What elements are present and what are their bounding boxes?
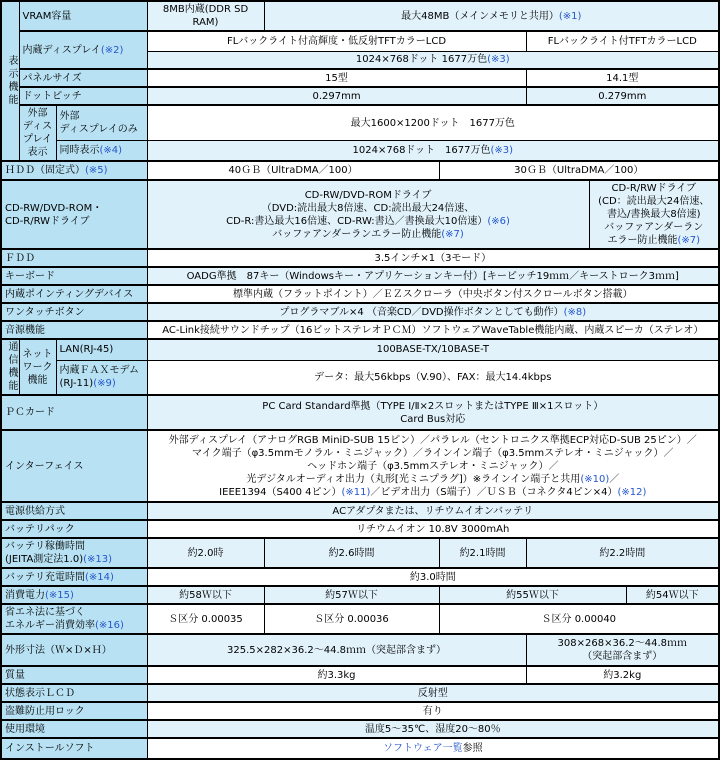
- footnote-ref-16[interactable]: (※16): [95, 620, 124, 631]
- row-keyboard: [1, 267, 719, 285]
- footnote-ref-10[interactable]: (※10): [580, 473, 610, 485]
- row-label-hdd: ＨＤＤ（固定式）(※5): [1, 161, 147, 180]
- group-network: ネットワーク機能: [19, 339, 56, 395]
- footnote-ref-8[interactable]: (※8): [563, 306, 587, 318]
- row-label-power-supply: 電源供給方式: [1, 502, 147, 520]
- row-label-status-lcd: 状態表示ＬＣＤ: [1, 684, 147, 702]
- row-label-simultaneous: 同時表示(※4): [56, 141, 147, 161]
- dimensions-left-value: 325.5×282×36.2～44.8ｍｍ（突起部含まず）: [147, 634, 526, 666]
- keyboard-value: OADG準拠 87キー（Windowsキー・アプリケーションキー付）[キーピッチ19ｍｍ／キーストローク3ｍｍ]: [147, 267, 719, 285]
- row-label-power-consumption: 消費電力(※15): [1, 586, 147, 604]
- row-fdd: [1, 249, 719, 267]
- row-label-external-only: 外部 ディスプレイのみ: [56, 105, 147, 141]
- runtime-value-1: 約2.0時: [147, 538, 264, 568]
- installed-software-value: ソフトウェア一覧参照: [147, 738, 719, 759]
- row-label-audio: 音源機能: [1, 321, 147, 339]
- lan-value: 100BASE-TX/10BASE-T: [147, 339, 719, 360]
- footnote-ref-14[interactable]: (※14): [85, 571, 114, 583]
- weight-left-value: 約3.3kg: [147, 666, 526, 684]
- hdd-right-value: 30ＧＢ（UltraDMA／100）: [439, 161, 719, 180]
- row-dot-pitch: [1, 87, 719, 105]
- row-label-dimensions: 外形寸法（Ｗ×Ｄ×Ｈ）: [1, 634, 147, 666]
- row-pointing-device: [1, 285, 719, 303]
- display-lcd-right: FLバックライト付TFTカラーLCD: [526, 31, 719, 51]
- row-onetouch-buttons: [1, 303, 719, 321]
- audio-value: AC-Link接続サウンドチップ（16ビットステレオＰＣＭ）ソフトウェアWaveTable機能内蔵、内蔵スピーカ（ステレオ）: [147, 321, 719, 339]
- footnote-ref-15[interactable]: (※15): [45, 589, 74, 601]
- optical-drive-alt: CD-R/RWドライブ (CD：読出最大24倍速、 書込/書換最大8倍速) バッファアンダーラン エラー防止機能(※7): [589, 180, 719, 249]
- simultaneous-value: 1024×768ドット 1677万色(※3): [147, 141, 719, 161]
- footnote-ref-1[interactable]: (※1): [558, 10, 582, 22]
- row-security-lock: [1, 702, 719, 720]
- footnote-ref-13[interactable]: (※13): [83, 554, 113, 565]
- row-label-security-lock: 盗難防止用ロック: [1, 702, 147, 720]
- modem-value: データ：最大56kbps（V.90）、FAX：最大14.4kbps: [147, 360, 719, 395]
- consumption-value-4: 約54Ｗ以下: [626, 586, 719, 604]
- footnote-ref-7[interactable]: (※7): [441, 228, 464, 240]
- row-label-installed-software: インストールソフト: [1, 738, 147, 759]
- row-label-lan: LAN(RJ-45): [56, 339, 147, 360]
- row-label-keyboard: キーボード: [1, 267, 147, 285]
- weight-right-value: 約3.2kg: [526, 666, 719, 684]
- row-modem: [1, 360, 719, 395]
- row-label-modem: 内蔵ＦＡＸモデム (RJ-11)(※9): [56, 360, 147, 395]
- row-external-display-only: [1, 105, 719, 141]
- group-display-functions: [1, 1, 19, 161]
- vram-internal-value: 8MB内蔵(DDR SD RAM): [147, 1, 264, 31]
- row-dimensions: [1, 634, 719, 666]
- row-energy-efficiency: [1, 604, 719, 634]
- battery-charge-value: 約3.0時間: [147, 568, 719, 586]
- row-vram: [1, 1, 719, 31]
- runtime-value-2: 約2.6時間: [264, 538, 439, 568]
- pc-card-value: PC Card Standard準拠（TYPE Ⅰ/Ⅱ×2スロットまたはTYPE Ⅲ×1スロット） Card Bus対応: [147, 395, 719, 430]
- row-power-supply: [1, 502, 719, 520]
- power-supply-value: ACアダプタまたは、リチウムイオンバッテリ: [147, 502, 719, 520]
- pointing-device-value: 標準内蔵（フラットポイント）／ＥＺスクローラ（中央ボタン付スクロールボタン搭載）: [147, 285, 719, 303]
- row-installed-software: [1, 738, 719, 759]
- footnote-ref-12[interactable]: (※12): [617, 486, 647, 498]
- consumption-value-3: 約55Ｗ以下: [439, 586, 626, 604]
- energy-value-3: Ｓ区分 0.00040: [439, 604, 719, 634]
- row-label-vram: VRAM容量: [19, 1, 147, 31]
- vram-max-value: 最大48MB（メインメモリと共用）(※1): [264, 1, 719, 31]
- security-lock-value: 有り: [147, 702, 719, 720]
- footnote-ref-3b[interactable]: (※3): [490, 145, 514, 157]
- row-label-battery-charge: バッテリ充電時間(※14): [1, 568, 147, 586]
- optical-drive-main: CD-RW/DVD-ROMドライブ （DVD:読出最大8倍速、CD:読出最大24倍速、 CD-R:書込最大16倍速、CD-RW:書込／書換最大10倍速）(※6) バッファアンダーランエラー防止機能(※7): [147, 180, 589, 249]
- row-battery-runtime: [1, 538, 719, 568]
- row-label-dot-pitch: ドットピッチ: [19, 87, 147, 105]
- footnote-ref-6[interactable]: (※6): [487, 215, 510, 227]
- panel-size-left: 15型: [147, 69, 526, 87]
- consumption-value-2: 約57Ｗ以下: [264, 586, 439, 604]
- row-label-battery-runtime: バッテリ稼働時間 (JEITA測定法1.0)(※13): [1, 538, 147, 568]
- dimensions-right-value: 308×268×36.2～44.8ｍｍ （突起部含まず）: [526, 634, 719, 666]
- row-simultaneous-display: [1, 141, 719, 161]
- footnote-ref-3[interactable]: (※3): [487, 54, 510, 66]
- group-display-label: 表示機能: [6, 55, 17, 107]
- runtime-value-4: 約2.2時間: [526, 538, 719, 568]
- onetouch-value: プログラマブル×4 （音楽CD／DVD操作ボタンとしても動作）(※8): [147, 303, 719, 321]
- footnote-ref-5[interactable]: (※5): [85, 165, 108, 176]
- row-label-interface: インターフェイス: [1, 430, 147, 502]
- row-weight: [1, 666, 719, 684]
- footnote-ref-7b[interactable]: (※7): [677, 235, 701, 246]
- row-battery-charge-time: [1, 568, 719, 586]
- software-list-link[interactable]: ソフトウェア一覧: [382, 743, 463, 754]
- row-label-environment: 使用環境: [1, 720, 147, 738]
- consumption-value-1: 約58Ｗ以下: [147, 586, 264, 604]
- group-communication: [1, 339, 19, 395]
- display-lcd-left: FLバックライト付高輝度・低反射TFTカラーLCD: [147, 31, 526, 51]
- hdd-left-value: 40ＧＢ（UltraDMA／100）: [147, 161, 439, 180]
- row-interface: [1, 430, 719, 502]
- row-lan: [1, 339, 719, 360]
- footnote-ref-2[interactable]: (※2): [100, 44, 124, 56]
- row-label-fdd: ＦＤＤ: [1, 249, 147, 267]
- row-label-pointing-device: 内蔵ポインティングデバイス: [1, 285, 147, 303]
- row-optical-drive: [1, 180, 719, 249]
- external-only-value: 最大1600×1200ドット 1677万色: [147, 105, 719, 141]
- row-label-weight: 質量: [1, 666, 147, 684]
- row-label-energy-efficiency: 省エネ法に基づく エネルギー消費効率(※16): [1, 604, 147, 634]
- row-battery-pack: [1, 520, 719, 538]
- row-label-internal-display: 内蔵ディスプレイ(※2): [19, 31, 147, 69]
- panel-size-right: 14.1型: [526, 69, 719, 87]
- row-operating-environment: [1, 720, 719, 738]
- row-status-lcd: [1, 684, 719, 702]
- fdd-value: 3.5インチ×1（3モード）: [147, 249, 719, 267]
- footnote-ref-9[interactable]: (※9): [93, 378, 116, 390]
- footnote-ref-4[interactable]: (※4): [99, 145, 123, 157]
- runtime-value-3: 約2.1時間: [439, 538, 526, 568]
- row-pc-card: [1, 395, 719, 430]
- row-label-onetouch: ワンタッチボタン: [1, 303, 147, 321]
- row-label-battery-pack: バッテリパック: [1, 520, 147, 538]
- row-label-optical-drive: CD-RW/DVD-ROM・ CD-R/RWドライブ: [1, 180, 147, 249]
- row-panel-size: [1, 69, 719, 87]
- group-communication-label: 通信機能: [6, 341, 17, 393]
- row-hdd: [1, 161, 719, 180]
- display-resolution: 1024×768ドット 1677万色(※3): [147, 51, 719, 69]
- dot-pitch-left: 0.297mm: [147, 87, 526, 105]
- group-external-display: 外部 ディス プレイ 表示: [19, 105, 56, 161]
- environment-value: 温度5～35℃、湿度20～80％: [147, 720, 719, 738]
- energy-value-1: Ｓ区分 0.00035: [147, 604, 264, 634]
- row-label-panel-size: パネルサイズ: [19, 69, 147, 87]
- status-lcd-value: 反射型: [147, 684, 719, 702]
- row-internal-display: [1, 31, 719, 51]
- footnote-ref-11[interactable]: (※11): [341, 486, 371, 498]
- interface-value: 外部ディスプレイ（アナログRGB MiniD-SUB 15ピン）／パラレル（セントロニクス準拠ECP対応D-SUB 25ピン）／ マイク端子（φ3.5mmモノラル・ミニジャック）／ラインイン端子（φ3.5mmステレオ・ミニジャック）／ ヘッドホン端子（φ3.5mmステレオ・ミニジャック）／ 光デジタルオーディオ出力（丸形[光ミニプラグ]）※ラインイン端子と共用(※10)／ IEEE1394（S400 4ピン）(※11)／ビデオ出力（S端子）／ＵＳＢ（コネクタ4ピン×4）(※12): [147, 430, 719, 502]
- battery-pack-value: リチウムイオン 10.8V 3000mAh: [147, 520, 719, 538]
- energy-value-2: Ｓ区分 0.00036: [264, 604, 439, 634]
- row-label-pc-card: ＰＣカード: [1, 395, 147, 430]
- row-power-consumption: [1, 586, 719, 604]
- dot-pitch-right: 0.279mm: [526, 87, 719, 105]
- row-audio: [1, 321, 719, 339]
